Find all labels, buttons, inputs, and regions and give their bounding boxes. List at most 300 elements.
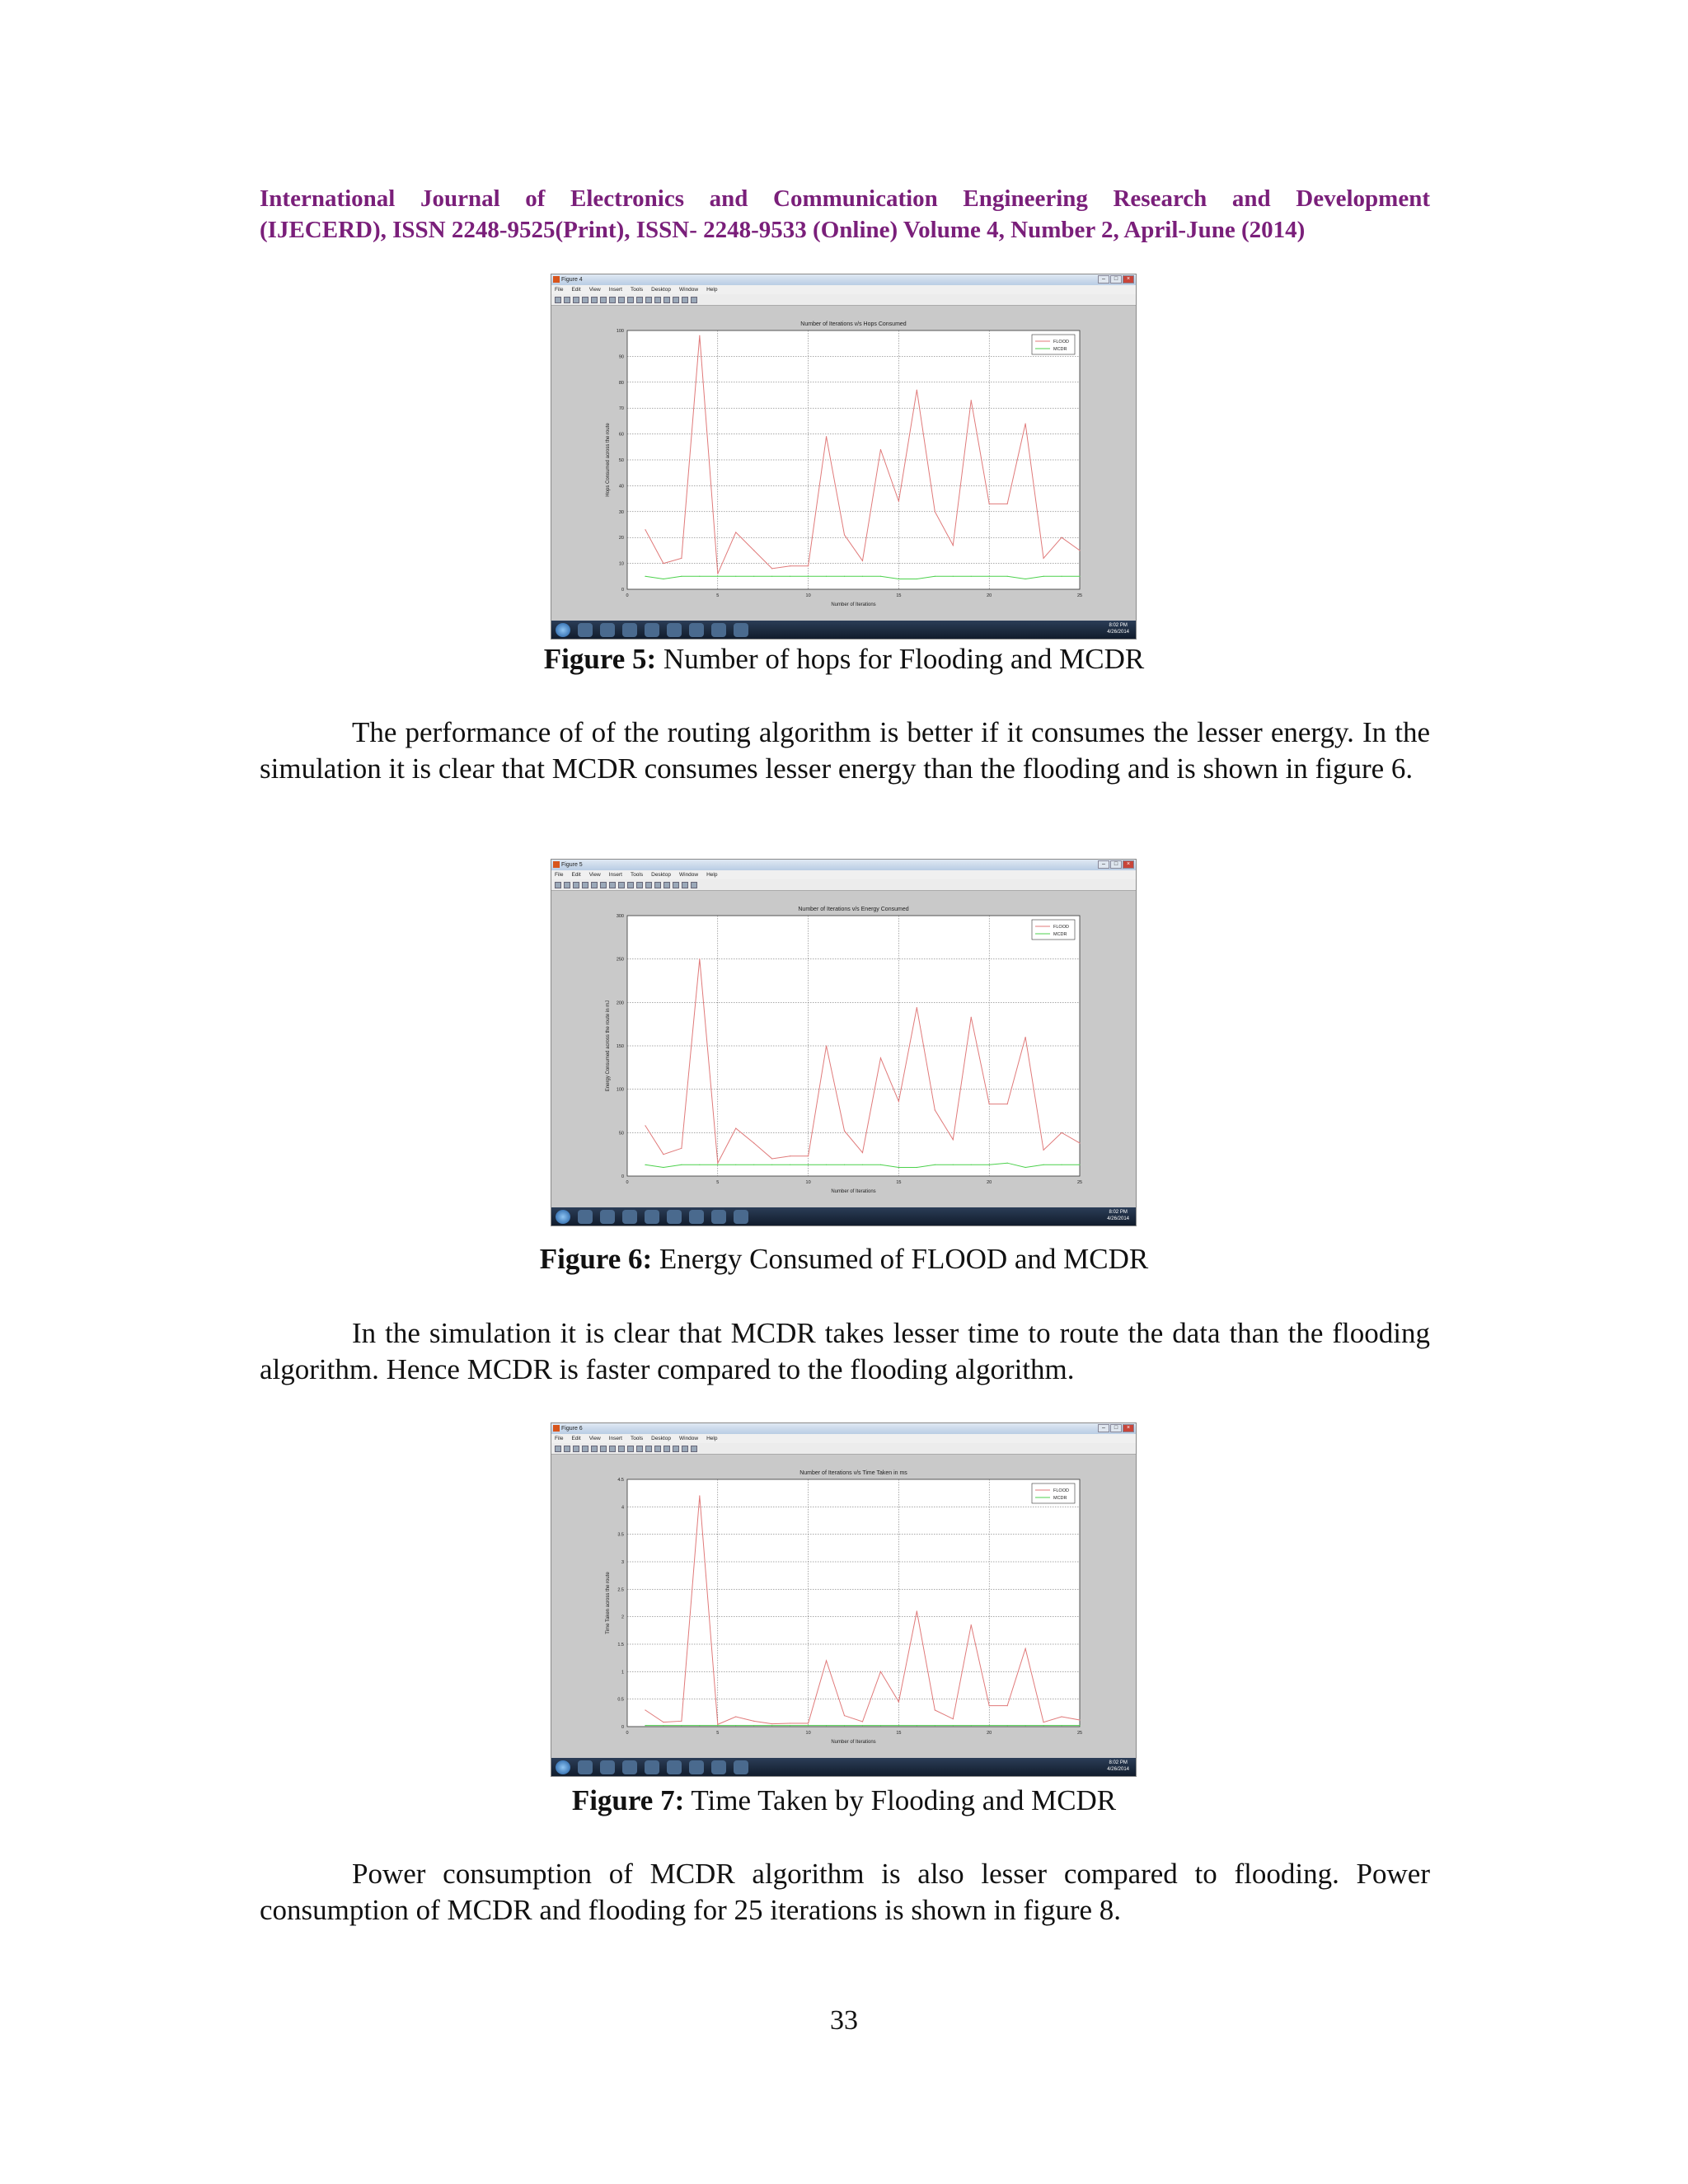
x-tick-label: 15 [896,1731,902,1736]
figure-window-3 [551,1422,1137,1777]
data-point-mcdr [735,576,736,577]
data-point-flood [880,449,881,450]
start-button-icon[interactable] [556,1210,570,1224]
start-button-icon[interactable] [556,1760,570,1774]
firefox-icon[interactable] [667,623,682,637]
data-point-mcdr [808,1725,809,1726]
menu-tools[interactable]: Tools [630,1436,644,1441]
data-point-flood [1079,1142,1080,1143]
data-point-mcdr [771,1725,772,1726]
window-title: Figure 4 [561,277,583,283]
open-icon[interactable] [564,882,570,888]
caption-label: Figure 6: [539,1243,653,1275]
data-point-mcdr [971,1725,972,1726]
data-point-mcdr [717,576,718,577]
taskbar-clock[interactable] [1107,1760,1129,1773]
y-tick-label: 200 [616,1001,624,1006]
caption-label: Figure 5: [543,643,657,675]
data-point-flood [1061,1132,1062,1133]
data-point-flood [753,550,754,551]
legend-icon[interactable] [673,1446,679,1452]
folder-icon[interactable] [645,623,659,637]
y-tick-label: 0 [621,588,624,593]
menu-window[interactable]: Window [678,1436,699,1441]
pan-icon[interactable] [618,882,625,888]
energy-chart [551,891,1136,1207]
menu-tools[interactable]: Tools [630,872,644,878]
menu-edit[interactable]: Edit [571,1436,581,1441]
y-tick-label: 30 [618,509,624,515]
menu-insert[interactable]: Insert [608,1436,622,1441]
caption-text: Energy Consumed of FLOOD and MCDR [652,1243,1149,1275]
rotate-icon[interactable] [627,882,634,888]
data-point-flood [898,501,899,502]
clock-time: 8:02 PM [1109,1760,1128,1765]
data-point-flood [953,1718,954,1719]
close-button[interactable]: × [1123,275,1134,284]
paragraph-3: Power consumption of MCDR algorithm is also lesser compared to flooding. Power consumption of MCDR and flooding for 25 iterations is shown in figure 8. [260,1858,1430,1926]
menu-tools[interactable]: Tools [630,287,644,293]
chart-title: Number of Iterations v/s Hops Consumed [800,321,907,327]
figure-toolbar [551,294,1136,306]
hops-chart [551,306,1136,621]
y-tick-label: 2.5 [617,1587,624,1593]
pointer-icon[interactable] [591,297,598,303]
y-tick-label: 150 [616,1044,624,1049]
data-point-flood [1061,537,1062,538]
clock-date: 4/26/2014 [1107,1767,1129,1772]
data-point-flood [699,1495,700,1496]
data-point-flood [808,1722,809,1723]
data-point-mcdr [1025,1725,1026,1726]
figure-window-1 [551,274,1137,640]
data-point-flood [808,1155,809,1156]
x-tick-label: 5 [716,1731,720,1736]
data-point-flood [880,1671,881,1672]
data-point-flood [971,400,972,401]
y-tick-label: 2 [621,1615,624,1620]
menu-help[interactable]: Help [706,1436,718,1441]
x-tick-label: 25 [1076,1180,1083,1185]
chrome-icon[interactable] [689,1760,704,1774]
data-point-mcdr [862,576,863,577]
y-tick-label: 50 [618,458,624,463]
show-tools-icon[interactable] [691,1446,697,1452]
matlab-logo-icon [553,276,560,283]
media-icon[interactable] [600,1210,615,1224]
x-tick-label: 15 [896,593,902,598]
data-point-mcdr [989,1725,990,1726]
save-icon[interactable] [573,882,579,888]
menu-desktop[interactable]: Desktop [651,1436,671,1441]
calendar-icon[interactable] [711,623,726,637]
matlab-icon[interactable] [734,623,748,637]
pointer-icon[interactable] [591,1446,598,1452]
save-icon[interactable] [573,297,579,303]
y-tick-label: 4 [621,1505,624,1511]
print-icon[interactable] [582,882,588,888]
legend-icon[interactable] [673,882,679,888]
x-axis-label: Number of Iterations [831,602,876,607]
data-point-flood [844,534,845,535]
brush-icon[interactable] [645,297,652,303]
data-point-mcdr [681,1725,682,1726]
data-point-mcdr [844,1725,845,1726]
data-point-flood [862,1152,863,1153]
y-tick-label: 80 [618,380,624,386]
media-icon[interactable] [600,623,615,637]
colorbar-icon[interactable] [663,882,670,888]
chrome-icon[interactable] [689,1210,704,1224]
data-point-flood [898,1701,899,1702]
open-icon[interactable] [564,297,570,303]
menu-view[interactable]: View [588,287,601,293]
taskbar-clock[interactable] [1107,622,1129,635]
x-tick-label: 25 [1076,1731,1083,1736]
data-point-mcdr [844,576,845,577]
minimize-button[interactable]: – [1098,860,1109,869]
menu-view[interactable]: View [588,1436,601,1441]
zoom-in-icon[interactable] [600,882,607,888]
data-point-mcdr [1061,1725,1062,1726]
data-point-mcdr [699,576,700,577]
data-point-mcdr [771,576,772,577]
data-point-mcdr [898,1725,899,1726]
data-point-mcdr [753,1725,754,1726]
menu-view[interactable]: View [588,872,601,878]
y-tick-label: 40 [618,484,624,490]
pointer-icon[interactable] [591,882,598,888]
data-point-flood [1061,1716,1062,1717]
y-axis-label: Hops Consumed across the route [606,423,611,497]
figure-toolbar [551,879,1136,891]
maximize-button[interactable]: □ [1110,275,1122,284]
y-axis-label: Energy Consumed across the route in mJ [606,1000,611,1092]
data-point-mcdr [880,1725,881,1726]
data-point-flood [844,1715,845,1716]
data-point-flood [717,1724,718,1725]
data-point-mcdr [1079,576,1080,577]
y-tick-label: 100 [616,1087,624,1093]
legend-label-mcdr: MCDR [1053,1496,1067,1501]
maximize-button[interactable]: □ [1110,1424,1122,1432]
data-point-mcdr [898,1167,899,1168]
y-tick-label: 3.5 [617,1532,624,1538]
y-tick-label: 300 [616,914,624,919]
pan-icon[interactable] [618,1446,625,1452]
calendar-icon[interactable] [711,1760,726,1774]
data-point-flood [771,568,772,569]
data-point-flood [953,545,954,546]
y-tick-label: 0 [621,1174,624,1179]
data-point-mcdr [953,576,954,577]
data-point-mcdr [735,1725,736,1726]
data-point-flood [826,436,827,437]
figure-caption-2 [0,1243,1688,1276]
x-tick-label: 0 [626,593,629,598]
data-point-flood [681,1148,682,1149]
menu-desktop[interactable]: Desktop [651,872,671,878]
menu-window[interactable]: Window [678,287,699,293]
brush-icon[interactable] [645,1446,652,1452]
legend-label-flood: FLOOD [1053,340,1069,344]
menubar [551,285,1136,294]
clock-date: 4/26/2014 [1107,1216,1129,1221]
colorbar-icon[interactable] [663,297,670,303]
chrome-icon[interactable] [689,623,704,637]
ie-icon[interactable] [578,1760,593,1774]
data-point-flood [826,1045,827,1046]
data-point-flood [1025,423,1026,424]
new-figure-icon[interactable] [555,882,561,888]
data-point-mcdr [1079,1725,1080,1726]
zoom-in-icon[interactable] [600,297,607,303]
menu-help[interactable]: Help [706,872,718,878]
minimize-button[interactable]: – [1098,1424,1109,1432]
y-axis-label: Time Taken across the route [606,1572,611,1634]
menubar [551,870,1136,879]
link-icon[interactable] [654,1446,661,1452]
hide-tools-icon[interactable] [682,1446,688,1452]
y-tick-label: 60 [618,432,624,438]
clock-time: 8:02 PM [1109,623,1128,628]
data-point-flood [971,1624,972,1625]
data-point-mcdr [880,576,881,577]
hide-tools-icon[interactable] [682,882,688,888]
zoom-out-icon[interactable] [609,1446,616,1452]
data-point-flood [826,1660,827,1661]
firefox-icon[interactable] [667,1760,682,1774]
y-tick-label: 70 [618,406,624,412]
data-point-flood [971,1017,972,1018]
hide-tools-icon[interactable] [682,297,688,303]
show-tools-icon[interactable] [691,882,697,888]
data-cursor-icon[interactable] [636,882,643,888]
x-tick-label: 25 [1076,593,1083,598]
chrome-icon[interactable] [622,623,637,637]
page-number: 33 [830,2005,858,2036]
data-point-flood [735,1127,736,1128]
folder-icon[interactable] [645,1760,659,1774]
data-point-flood [1007,1705,1008,1706]
caption-text: Number of hops for Flooding and MCDR [656,643,1145,675]
link-icon[interactable] [654,882,661,888]
x-tick-label: 0 [626,1180,629,1185]
ie-icon[interactable] [578,623,593,637]
y-tick-label: 50 [618,1131,624,1137]
figure-toolbar [551,1443,1136,1455]
legend-label-mcdr: MCDR [1053,347,1067,352]
data-point-mcdr [753,576,754,577]
y-tick-label: 10 [618,561,624,567]
menu-file[interactable]: File [555,287,564,293]
x-axis-label: Number of Iterations [831,1189,876,1194]
rotate-icon[interactable] [627,1446,634,1452]
brush-icon[interactable] [645,882,652,888]
data-point-flood [681,1721,682,1722]
print-icon[interactable] [582,1446,588,1452]
y-tick-label: 1.5 [617,1643,624,1647]
data-point-mcdr [1061,576,1062,577]
data-point-flood [699,958,700,959]
x-tick-label: 20 [987,1180,992,1185]
x-tick-label: 0 [626,1731,629,1736]
y-tick-label: 0.5 [617,1697,624,1703]
close-button[interactable]: × [1123,1424,1134,1432]
caption-label: Figure 7: [571,1784,685,1816]
matlab-icon[interactable] [734,1210,748,1224]
data-point-flood [771,1723,772,1724]
paragraph-2: In the simulation it is clear that MCDR takes lesser time to route the data than the flooding algorithm. Hence MCDR is faster compared to the flooding algorithm. [260,1317,1430,1385]
maximize-button[interactable]: □ [1110,860,1122,869]
data-point-mcdr [989,576,990,577]
window-title: Figure 6 [561,1426,583,1432]
y-tick-label: 3 [621,1560,624,1565]
figure-caption-3 [0,1784,1688,1817]
windows-taskbar [551,1758,1136,1776]
data-point-flood [699,335,700,336]
y-tick-label: 4.5 [617,1478,624,1483]
clock-time: 8:02 PM [1109,1210,1128,1215]
new-figure-icon[interactable] [555,1446,561,1452]
figure-window-2 [551,859,1137,1226]
data-point-flood [953,1139,954,1140]
colorbar-icon[interactable] [663,1446,670,1452]
data-point-flood [681,558,682,559]
save-icon[interactable] [573,1446,579,1452]
data-point-flood [989,1705,990,1706]
x-axis-label: Number of Iterations [831,1740,876,1745]
zoom-in-icon[interactable] [600,1446,607,1452]
matlab-icon[interactable] [734,1760,748,1774]
matlab-logo-icon [553,1425,560,1432]
menu-file[interactable]: File [555,872,564,878]
y-tick-label: 90 [618,354,624,360]
data-point-flood [1079,1719,1080,1720]
firefox-icon[interactable] [667,1210,682,1224]
legend-label-flood: FLOOD [1053,1488,1069,1493]
start-button-icon[interactable] [556,623,570,637]
data-point-mcdr [1007,1163,1008,1164]
data-point-mcdr [1025,1167,1026,1168]
data-point-mcdr [1007,1725,1008,1726]
link-icon[interactable] [654,297,661,303]
data-point-flood [771,1158,772,1159]
ie-icon[interactable] [578,1210,593,1224]
menubar [551,1434,1136,1443]
menu-edit[interactable]: Edit [571,872,581,878]
chrome-icon[interactable] [622,1760,637,1774]
caption-text: Time Taken by Flooding and MCDR [684,1784,1117,1816]
close-button[interactable]: × [1123,860,1134,869]
media-icon[interactable] [600,1760,615,1774]
zoom-out-icon[interactable] [609,297,616,303]
window-title: Figure 5 [561,862,583,868]
paragraph-1: The performance of of the routing algorithm is better if it consumes the lesser energy. In the simulation it is clear that MCDR consumes lesser energy than the flooding and is shown in figure 6. [260,716,1430,785]
time-chart [551,1455,1136,1758]
x-tick-label: 5 [716,1180,720,1185]
data-point-flood [862,1721,863,1722]
data-point-flood [844,1131,845,1132]
data-point-mcdr [826,1725,827,1726]
journal-header-line1: International Journal of Electronics and Communication Engineering Research and Development [260,185,1430,212]
open-icon[interactable] [564,1446,570,1452]
data-point-flood [753,1721,754,1722]
chrome-icon[interactable] [622,1210,637,1224]
zoom-out-icon[interactable] [609,882,616,888]
legend-label-flood: FLOOD [1053,925,1069,930]
y-tick-label: 20 [618,536,624,541]
x-tick-label: 20 [987,593,992,598]
x-tick-label: 10 [805,1180,811,1185]
figure-caption-1 [0,643,1688,676]
data-point-flood [717,1163,718,1164]
menu-edit[interactable]: Edit [571,287,581,293]
new-figure-icon[interactable] [555,297,561,303]
menu-help[interactable]: Help [706,287,718,293]
windows-taskbar [551,1207,1136,1226]
menu-insert[interactable]: Insert [608,872,622,878]
data-point-mcdr [717,1725,718,1726]
legend-label-mcdr: MCDR [1053,932,1067,937]
data-point-mcdr [681,576,682,577]
menu-window[interactable]: Window [678,872,699,878]
matlab-logo-icon [553,861,560,868]
legend-icon[interactable] [673,297,679,303]
data-point-flood [1025,1037,1026,1038]
show-tools-icon[interactable] [691,297,697,303]
minimize-button[interactable]: – [1098,275,1109,284]
x-tick-label: 5 [716,593,720,598]
windows-taskbar [551,621,1136,639]
data-point-flood [1079,550,1080,551]
data-point-mcdr [826,576,827,577]
data-point-flood [862,560,863,561]
menu-insert[interactable]: Insert [608,287,622,293]
data-cursor-icon[interactable] [636,297,643,303]
chart-title: Number of Iterations v/s Time Taken in ms [799,1470,907,1476]
y-tick-label: 1 [621,1670,624,1675]
data-point-mcdr [953,1725,954,1726]
data-point-mcdr [862,1725,863,1726]
folder-icon[interactable] [645,1210,659,1224]
x-tick-label: 10 [805,593,811,598]
rotate-icon[interactable] [627,297,634,303]
y-tick-label: 250 [616,957,624,963]
data-point-flood [1025,1648,1026,1649]
journal-header-line2: (IJECERD), ISSN 2248-9525(Print), ISSN- 2248-9533 (Online) Volume 4, Number 2, April-June (2014) [260,217,1306,243]
data-point-mcdr [971,576,972,577]
data-point-flood [880,1057,881,1058]
pan-icon[interactable] [618,297,625,303]
data-point-flood [898,1101,899,1102]
data-cursor-icon[interactable] [636,1446,643,1452]
data-point-flood [753,1142,754,1143]
journal-header [260,183,1430,246]
print-icon[interactable] [582,297,588,303]
data-point-mcdr [699,1725,700,1726]
window-titlebar [551,1423,1136,1434]
menu-file[interactable]: File [555,1436,564,1441]
taskbar-clock[interactable] [1107,1209,1129,1222]
data-point-mcdr [808,576,809,577]
window-titlebar [551,274,1136,285]
menu-desktop[interactable]: Desktop [651,287,671,293]
x-tick-label: 15 [896,1180,902,1185]
calendar-icon[interactable] [711,1210,726,1224]
x-tick-label: 20 [987,1731,992,1736]
y-tick-label: 0 [621,1725,624,1730]
